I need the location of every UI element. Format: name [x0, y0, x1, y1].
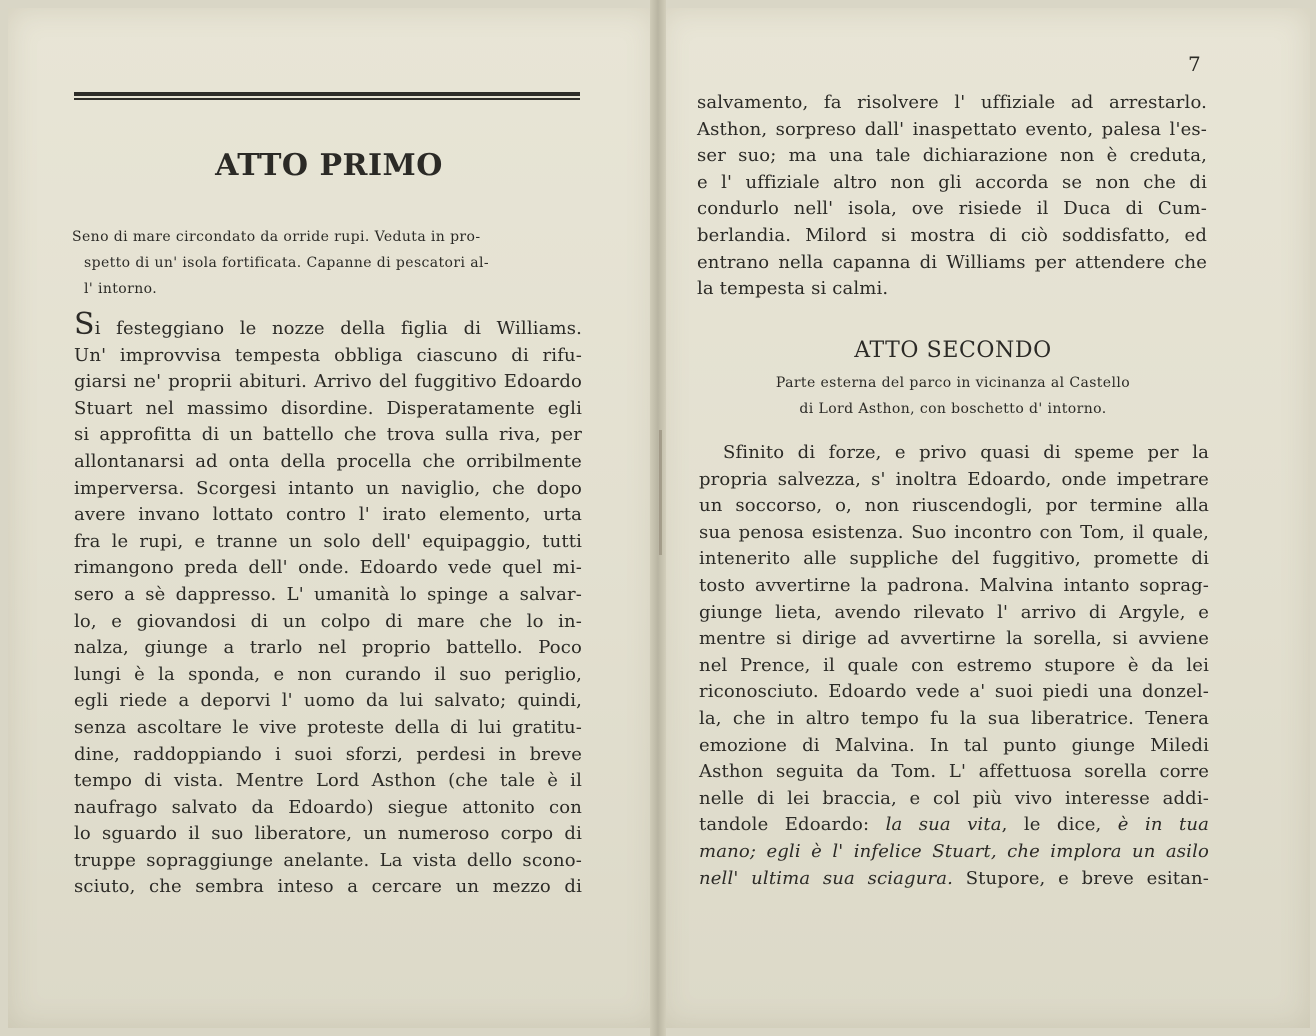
synopsis-line: avere invano lottato contro l' irato elemento, urta — [74, 504, 582, 526]
synopsis-line: un soccorso, o, non riuscendogli, por termine alla — [699, 495, 1209, 517]
act-one-title: ATTO PRIMO — [215, 148, 443, 183]
synopsis-line: condurlo nell' isola, ove risiede il Duca di Cum- — [697, 198, 1207, 220]
italic-quote: la sua vita — [885, 814, 1002, 836]
synopsis-line: la, che in altro tempo fu la sua liberatrice. Tenera — [699, 707, 1209, 729]
page-crease — [659, 430, 662, 555]
synopsis-line: imperversa. Scorgesi intanto un naviglio, che dopo — [74, 477, 582, 499]
synopsis-line: sciuto, che sembra inteso a cercare un mezzo di — [74, 876, 582, 898]
synopsis-line: egli riede a deporvi l' uomo da lui salvato; quindi, — [74, 690, 582, 712]
synopsis-line: lungi è la sponda, e non curando il suo periglio, — [74, 663, 582, 685]
scene-line: Seno di mare circondato da orride rupi. Veduta in pro- — [72, 229, 481, 245]
synopsis-line: nell' ultima sua sciagura. Stupore, e breve esitan- — [699, 867, 1209, 889]
synopsis-line: la tempesta si calmi. — [697, 278, 889, 300]
book-gutter — [650, 0, 666, 1036]
synopsis-line: sero a sè dappresso. L' umanità lo spinge a salvar- — [74, 583, 582, 605]
synopsis-line: lo sguardo il suo liberatore, un numeroso corpo di — [74, 823, 582, 845]
synopsis-line: tempo di vista. Mentre Lord Asthon (che tale è il — [74, 770, 582, 792]
scene-line: spetto di un' isola fortificata. Capanne di pescatori al- — [84, 255, 489, 271]
act-two-synopsis — [699, 440, 1209, 892]
synopsis-line: fra le rupi, e tranne un solo dell' equipaggio, tutti — [74, 530, 582, 552]
act-one-synopsis-continued — [697, 90, 1207, 303]
synopsis-line: nel Prence, il quale con estremo stupore è da lei — [699, 654, 1209, 676]
synopsis-line: si approfitta di un battello che trova sulla riva, per — [74, 424, 582, 446]
synopsis-line: giunge lieta, avendo rilevato l' arrivo di Argyle, e — [699, 601, 1209, 623]
synopsis-line: rimangono preda dell' onde. Edoardo vede quel mi- — [74, 557, 582, 579]
synopsis-line-italic: mano; egli è l' infelice Stuart, che implora un asilo — [699, 840, 1209, 862]
italic-quote: è in tua — [1117, 814, 1209, 836]
synopsis-line: Stuart nel massimo disordine. Disperatamente egli — [74, 397, 582, 419]
synopsis-line: Si festeggiano le nozze della figlia di Williams. — [74, 307, 582, 342]
act-two-scene-description — [697, 370, 1209, 422]
double-rule-divider — [74, 92, 580, 101]
synopsis-line: riconosciuto. Edoardo vede a' suoi piedi una donzel- — [699, 681, 1209, 703]
synopsis-line: emozione di Malvina. In tal punto giunge Miledi — [699, 734, 1209, 756]
synopsis-line: Un' improvvisa tempesta obbliga ciascuno di rifu- — [74, 344, 582, 366]
synopsis-line: nelle di lei braccia, e col più vivo interesse addi- — [699, 787, 1209, 809]
synopsis-line: propria salvezza, s' inoltra Edoardo, onde impetrare — [699, 468, 1209, 490]
act-one-synopsis — [74, 307, 582, 901]
synopsis-line: truppe sopraggiunge anelante. La vista dello scono- — [74, 849, 582, 871]
synopsis-line: senza ascoltare le vive proteste della di lui gratitu- — [74, 716, 582, 738]
synopsis-line: e l' uffiziale altro non gli accorda se non che di — [697, 171, 1207, 193]
synopsis-line: Asthon seguita da Tom. L' affettuosa sorella corre — [699, 761, 1209, 783]
synopsis-line: lo, e giovandosi di un colpo di mare che lo in- — [74, 610, 582, 632]
synopsis-line: naufrago salvato da Edoardo) siegue attonito con — [74, 796, 582, 818]
synopsis-line: nalza, giunge a trarlo nel proprio battello. Poco — [74, 637, 582, 659]
page-number: 7 — [1188, 52, 1201, 76]
act-one-scene-description — [72, 224, 584, 302]
synopsis-line: berlandia. Milord si mostra di ciò soddisfatto, ed — [697, 224, 1207, 246]
italic-quote: nell' ultima sua sciagura. — [699, 867, 953, 889]
synopsis-line: tandole Edoardo: la sua vita, le dice, è in tua — [699, 814, 1209, 836]
scene-line: l' intorno. — [84, 281, 158, 297]
synopsis-line: salvamento, fa risolvere l' uffiziale ad arrestarlo. — [697, 92, 1207, 113]
synopsis-line: Sfinito di forze, e privo quasi di speme per la — [723, 442, 1209, 463]
drop-cap: S — [74, 307, 95, 342]
synopsis-line: giarsi ne' proprii abituri. Arrivo del fuggitivo Edoardo — [74, 371, 582, 393]
synopsis-line: ser suo; ma una tale dichiarazione non è creduta, — [697, 145, 1207, 167]
scene-line: Parte esterna del parco in vicinanza al Castello — [775, 375, 1131, 391]
synopsis-line: mentre si dirige ad avvertirne la sorella, si avviene — [699, 628, 1209, 650]
synopsis-line: dine, raddoppiando i suoi sforzi, perdesi in breve — [74, 743, 582, 765]
synopsis-line: entrano nella capanna di Williams per attendere che — [697, 251, 1207, 273]
synopsis-line: sua penosa esistenza. Suo incontro con Tom, il quale, — [699, 521, 1209, 543]
synopsis-line: tosto avvertirne la padrona. Malvina intanto soprag- — [699, 574, 1209, 596]
scene-line: di Lord Asthon, con boschetto d' intorno. — [799, 401, 1107, 417]
synopsis-line: Asthon, sorpreso dall' inaspettato evento, palesa l'es- — [697, 118, 1207, 140]
synopsis-line: intenerito alle suppliche del fuggitivo, promette di — [699, 548, 1209, 570]
act-two-title: ATTO SECONDO — [854, 338, 1052, 363]
synopsis-line: allontanarsi ad onta della procella che orribilmente — [74, 450, 582, 472]
